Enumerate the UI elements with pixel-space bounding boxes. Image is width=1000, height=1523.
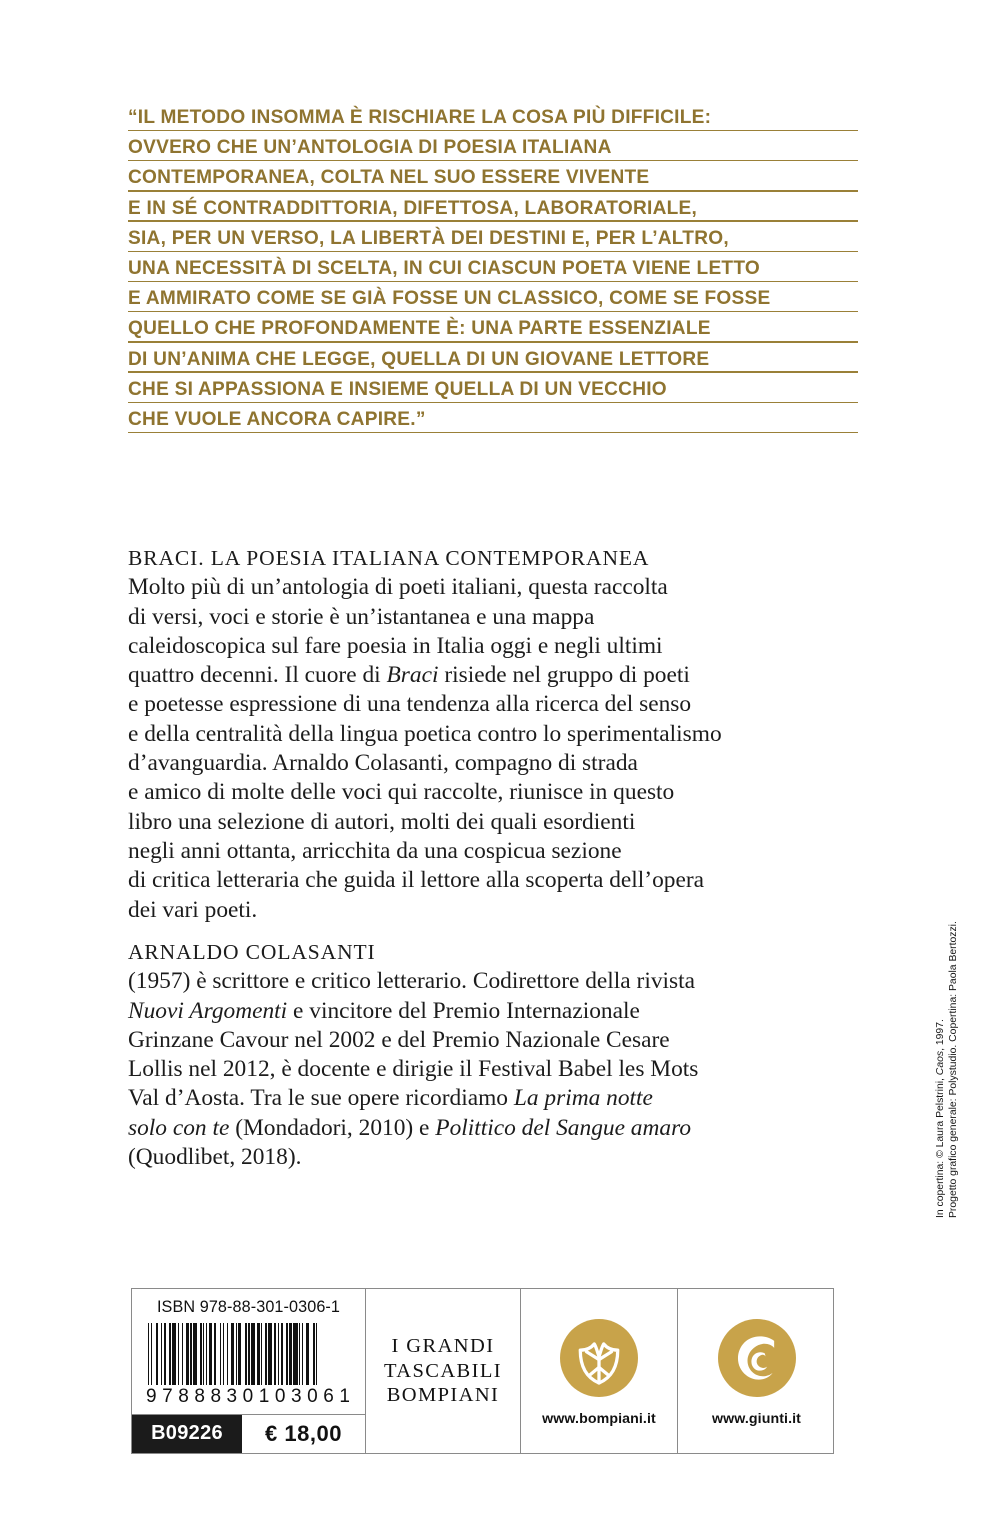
blurb-line: negli anni ottanta, arricchita da una cospicua sezione bbox=[128, 837, 622, 864]
imprint-line-1: I GRANDI bbox=[391, 1335, 495, 1358]
giunti-publisher-cell bbox=[678, 1289, 835, 1453]
bio-line: (Quodlibet, 2018). bbox=[128, 1144, 302, 1171]
author-bio bbox=[128, 938, 868, 1172]
blurb-heading: BRACI. LA POESIA ITALIANA CONTEMPORANEA bbox=[128, 546, 650, 570]
barcode-digits bbox=[146, 1386, 351, 1408]
bio-heading: ARNALDO COLASANTI bbox=[128, 940, 376, 964]
pull-quote-line: SIA, PER UN VERSO, LA LIBERTÀ DEI DESTINI E, PER L’ALTRO, bbox=[128, 224, 858, 254]
imprint-logotype bbox=[384, 1334, 502, 1408]
bio-line: Grinzane Cavour nel 2002 e del Premio Nazionale Cesare bbox=[128, 1026, 670, 1053]
blurb-line: d’avanguardia. Arnaldo Colasanti, compagno di strada bbox=[128, 750, 638, 777]
imprint-line-2: TASCABILI bbox=[383, 1359, 502, 1382]
pull-quote-line: CHE VUOLE ANCORA CAPIRE.” bbox=[128, 405, 858, 435]
bio-line: solo con te (Mondadori, 2010) e Polittico del Sangue amaro bbox=[128, 1114, 692, 1141]
barcode-digit: 3 bbox=[290, 1385, 303, 1407]
pull-quote-line: CHE SI APPASSIONA E INSIEME QUELLA DI UN VECCHIO bbox=[128, 375, 858, 405]
bio-line: Nuovi Argomenti e vincitore del Premio Internazionale bbox=[128, 997, 640, 1024]
bompiani-publisher-cell bbox=[521, 1289, 678, 1453]
blurb-line: e amico di molte delle voci qui raccolte, riunisce in questo bbox=[128, 779, 675, 806]
barcode-digit: 8 bbox=[178, 1385, 190, 1407]
pull-quote bbox=[128, 103, 858, 435]
bio-line: (1957) è scrittore e critico letterario. Codirettore della rivista bbox=[128, 968, 695, 995]
bompiani-url[interactable]: www.bompiani.it bbox=[542, 1411, 656, 1427]
isbn-label: ISBN 978-88-301-0306-1 bbox=[156, 1298, 341, 1316]
barcode-digit: 1 bbox=[339, 1385, 351, 1407]
cover-credit-line-2: Progetto grafico generale: Polystudio. Copertina: Paola Bertozzi. bbox=[948, 921, 959, 1218]
blurb-line: Molto più di un’antologia di poeti italiani, questa raccolta bbox=[128, 574, 668, 601]
blurb-line: libro una selezione di autori, molti dei quali esordienti bbox=[128, 808, 636, 835]
blurb-line: caleidoscopica sul fare poesia in Italia oggi e negli ultimi bbox=[128, 632, 663, 659]
barcode-digit: 9 bbox=[146, 1385, 158, 1407]
bio-line: Lollis nel 2012, è docente e dirigie il Festival Babel les Mots bbox=[128, 1056, 699, 1083]
barcode-cell bbox=[132, 1289, 366, 1453]
blurb-line: quattro decenni. Il cuore di Braci risiede nel gruppo di poeti bbox=[128, 662, 690, 689]
imprint-cell bbox=[366, 1289, 521, 1453]
pull-quote-line: “IL METODO INSOMMA È RISCHIARE LA COSA PIÙ DIFFICILE: bbox=[128, 103, 858, 133]
blurb-line: di versi, voci e storie è un’istantanea e una mappa bbox=[128, 603, 595, 630]
imprint-line-3: BOMPIANI bbox=[386, 1384, 500, 1407]
book-blurb bbox=[128, 544, 868, 925]
pull-quote-line: CONTEMPORANEA, COLTA NEL SUO ESSERE VIVENTE bbox=[128, 163, 858, 193]
barcode-digit: 0 bbox=[307, 1385, 319, 1407]
price-row bbox=[132, 1414, 365, 1453]
barcode-digit: 3 bbox=[226, 1385, 239, 1407]
bio-line: Val d’Aosta. Tra le sue opere ricordiamo La prima notte bbox=[128, 1085, 653, 1112]
pull-quote-line: UNA NECESSITÀ DI SCELTA, IN CUI CIASCUN POETA VIENE LETTO bbox=[128, 254, 858, 284]
blurb-line: di critica letteraria che guida il lettore alla scoperta dell’opera bbox=[128, 867, 705, 894]
barcode-digit: 6 bbox=[323, 1385, 335, 1407]
pull-quote-line: DI UN’ANIMA CHE LEGGE, QUELLA DI UN GIOVANE LETTORE bbox=[128, 345, 858, 375]
cover-credit-line-1: In copertina: © Laura Pelstrini, Caos, 1997. bbox=[935, 1019, 946, 1218]
barcode-digit: 1 bbox=[258, 1385, 271, 1407]
barcode-digit: 0 bbox=[242, 1385, 255, 1407]
barcode-bars bbox=[148, 1323, 349, 1385]
giunti-spiral-logo bbox=[718, 1319, 796, 1397]
bio-body bbox=[128, 967, 868, 1172]
barcode-digit: 7 bbox=[162, 1385, 174, 1407]
blurb-line: e poetesse espressione di una tendenza alla ricerca del senso bbox=[128, 691, 692, 718]
blurb-line: e della centralità della lingua poetica contro lo sperimentalismo bbox=[128, 720, 722, 747]
barcode-digit: 8 bbox=[210, 1385, 223, 1407]
giunti-url[interactable]: www.giunti.it bbox=[711, 1411, 802, 1427]
pull-quote-line: E AMMIRATO COME SE GIÀ FOSSE UN CLASSICO, COME SE FOSSE bbox=[128, 284, 858, 314]
bottom-info-panel bbox=[131, 1288, 834, 1454]
blurb-line: dei vari poeti. bbox=[128, 896, 258, 923]
barcode-digit: 8 bbox=[194, 1385, 206, 1407]
pull-quote-line: OVVERO CHE UN’ANTOLOGIA DI POESIA ITALIANA bbox=[128, 133, 858, 163]
product-code: B09226 bbox=[132, 1415, 242, 1453]
pull-quote-line: QUELLO CHE PROFONDAMENTE È: UNA PARTE ESSENZIALE bbox=[128, 314, 858, 344]
pull-quote-line: E IN SÉ CONTRADDITTORIA, DIFETTOSA, LABORATORIALE, bbox=[128, 194, 858, 224]
price-value: € 18,00 bbox=[265, 1420, 342, 1446]
blurb-body bbox=[128, 573, 868, 925]
barcode-digit: 0 bbox=[274, 1385, 287, 1407]
bompiani-tulip-logo bbox=[560, 1319, 638, 1397]
